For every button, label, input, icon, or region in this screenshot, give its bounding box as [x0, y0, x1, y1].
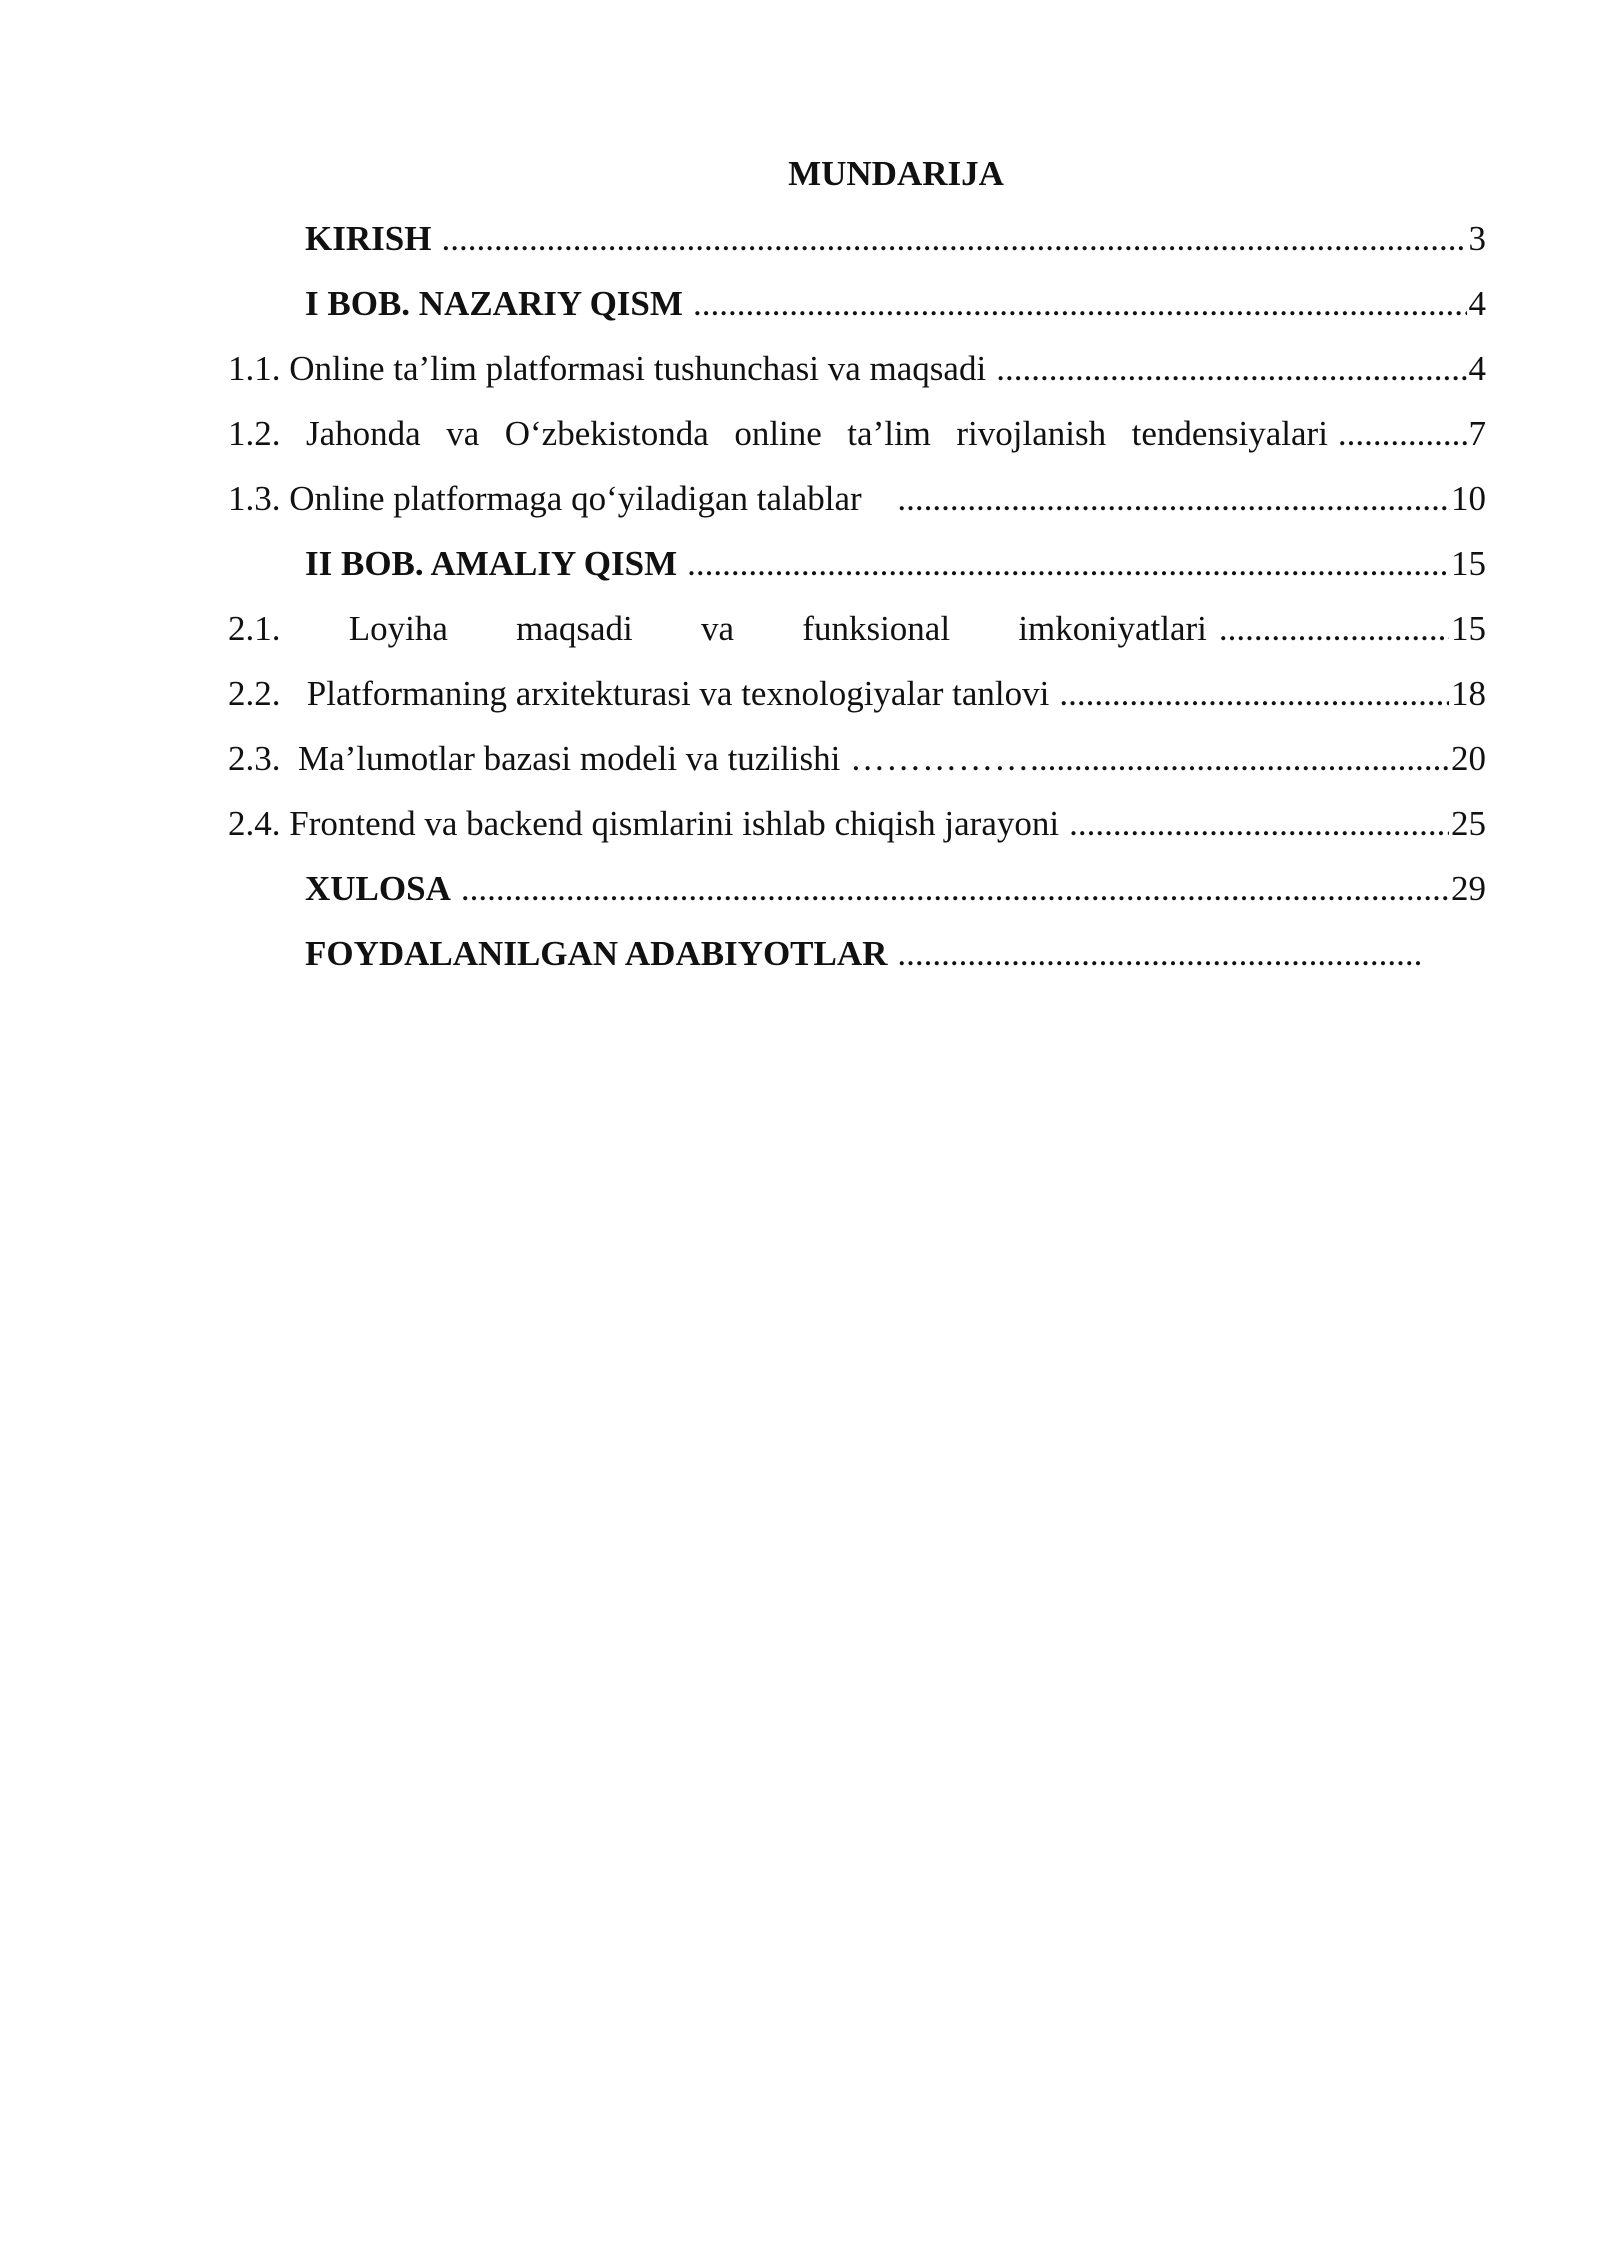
toc-page-number: 25 — [1451, 804, 1486, 843]
toc-entry-text: 2.4. Frontend va backend qismlarini ishlab chiqish jarayoni — [228, 804, 1060, 843]
toc-page-number: 4 — [1468, 284, 1486, 323]
toc-leader-dots — [441, 215, 1466, 263]
toc-entry-text: II BOB. AMALIY QISM — [305, 544, 678, 583]
toc-page-number: 29 — [1451, 869, 1486, 908]
toc-page-number: 15 — [1451, 544, 1486, 583]
toc-entry-kirish[interactable] — [228, 215, 1486, 263]
toc-page-number: 10 — [1451, 479, 1486, 518]
toc-leader-dots — [897, 475, 1449, 523]
toc-leader-dots — [693, 280, 1467, 328]
page-title: MUNDARIJA — [788, 154, 1004, 193]
toc-entry-section-2-4[interactable] — [228, 800, 1486, 848]
toc-leader-dots — [1030, 735, 1449, 783]
toc-entry-adabiyotlar[interactable] — [228, 930, 1423, 978]
toc-entry-section-2-3[interactable] — [228, 735, 1486, 783]
toc-page-number: 15 — [1451, 609, 1486, 648]
toc-page-number: 20 — [1451, 739, 1486, 778]
toc-entry-text: I BOB. NAZARIY QISM — [305, 284, 683, 323]
toc-leader-ellipsis: …………… — [850, 739, 1031, 778]
toc-leader-dots — [687, 540, 1449, 588]
toc-entry-text: 2.3. Ma’lumotlar bazasi modeli va tuzilishi — [228, 739, 841, 778]
toc-entry-section-1-3[interactable] — [228, 475, 1486, 523]
toc-entry-text: 1.1. Online ta’lim platformasi tushunchasi va maqsadi — [228, 349, 987, 388]
toc-page-number: 4 — [1468, 349, 1486, 388]
toc-leader-dots — [996, 345, 1466, 393]
toc-entry-text: 2.2. Platformaning arxitekturasi va texnologiyalar tanlovi — [228, 674, 1050, 713]
toc-leader-dots — [1219, 605, 1449, 653]
toc-leader-dots — [1338, 410, 1467, 458]
toc-page-number: 7 — [1468, 414, 1486, 453]
toc-entry-section-2-1[interactable] — [228, 605, 1486, 653]
toc-entry-text: FOYDALANILGAN ADABIYOTLAR — [305, 934, 888, 973]
toc-entry-text: 2.1. Loyiha maqsadi va funksional imkoniyatlari — [228, 609, 1207, 648]
toc-entry-text: KIRISH — [305, 219, 432, 258]
toc-entry-chapter-1[interactable] — [228, 280, 1486, 328]
toc-entry-section-1-1[interactable] — [228, 345, 1486, 393]
toc-page-number: 18 — [1451, 674, 1486, 713]
toc-entry-section-2-2[interactable] — [228, 670, 1486, 718]
toc-entry-section-1-2[interactable] — [228, 410, 1486, 458]
toc-leader-dots — [1069, 800, 1449, 848]
toc-entry-xulosa[interactable] — [228, 865, 1486, 913]
toc-entry-chapter-2[interactable] — [228, 540, 1486, 588]
toc-leader-dots — [461, 865, 1449, 913]
toc-page-number: 3 — [1468, 219, 1486, 258]
toc-entry-text: 1.3. Online platformaga qo‘yiladigan talablar — [228, 479, 862, 518]
toc-entry-text: XULOSA — [305, 869, 451, 908]
toc-entry-text: 1.2. Jahonda va O‘zbekistonda online ta’lim rivojlanish tendensiyalari — [228, 414, 1328, 453]
toc-leader-dots — [1059, 670, 1449, 718]
toc-leader-dots — [897, 930, 1421, 978]
